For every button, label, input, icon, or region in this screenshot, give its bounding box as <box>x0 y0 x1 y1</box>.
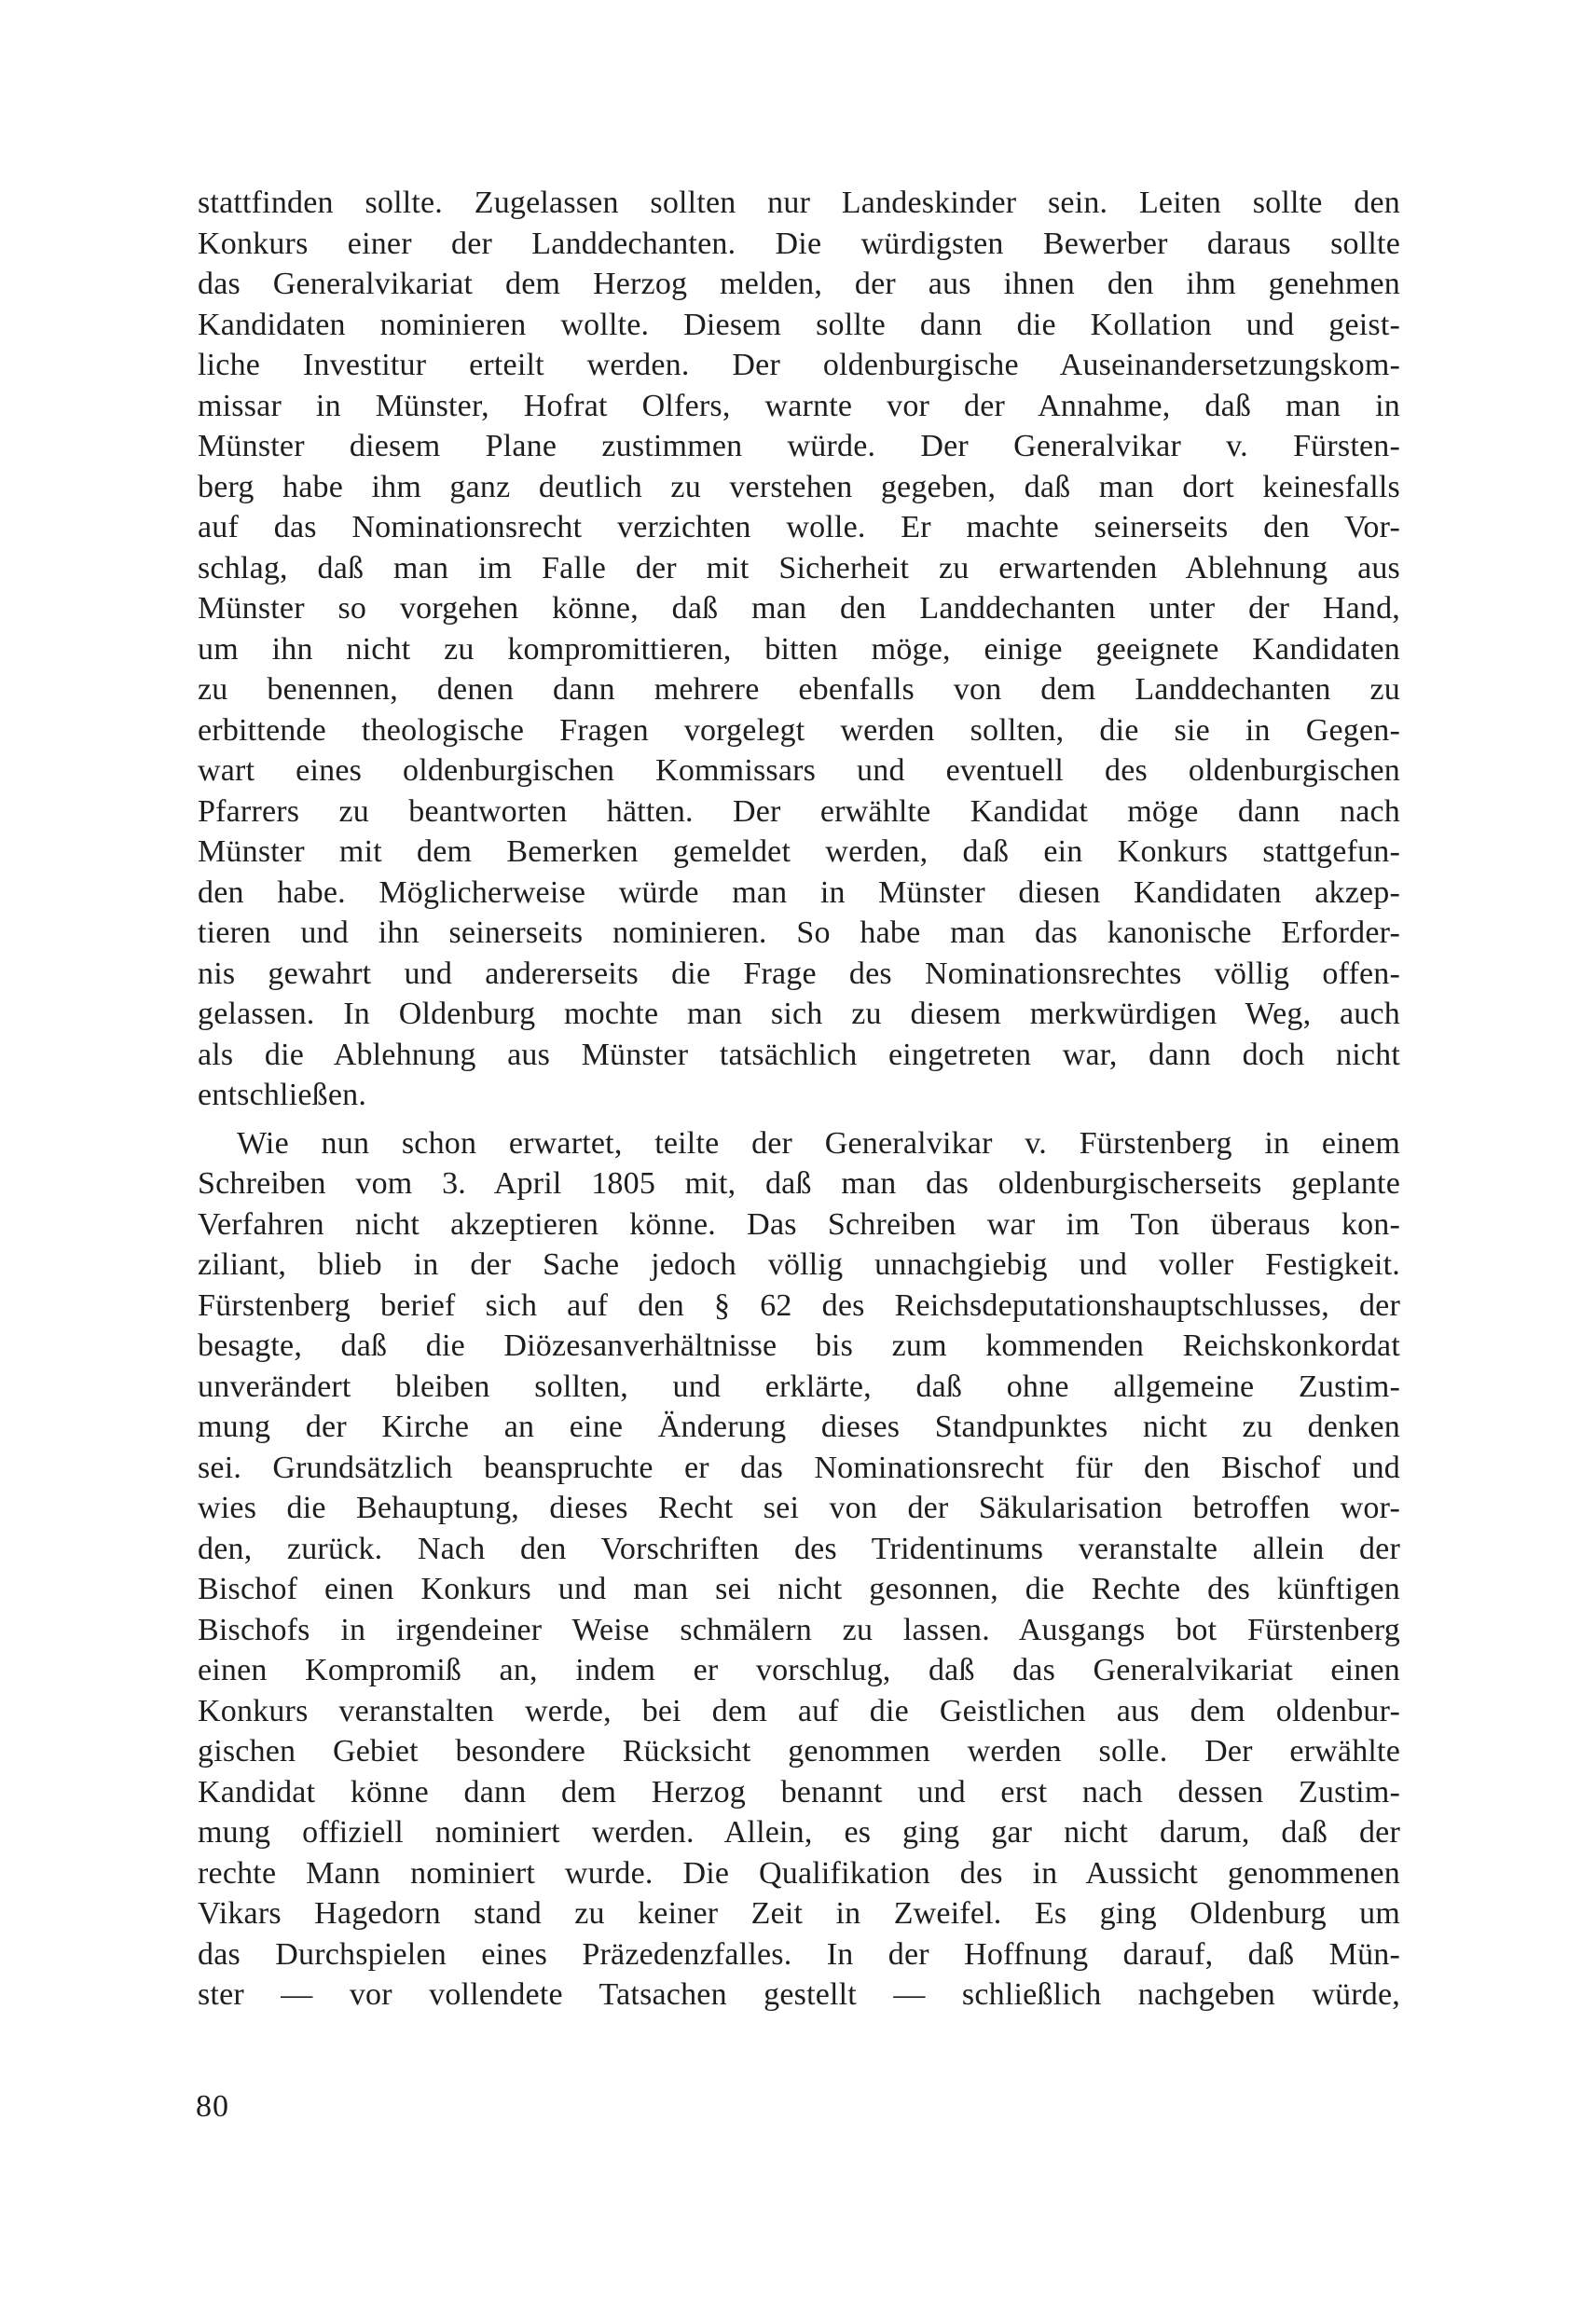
text-line: unverändert bleiben sollten, und erklärte, daß ohne allgemeine Zustim- <box>198 1369 1400 1404</box>
text-line: einen Kompromiß an, indem er vorschlug, daß das Generalvikariat einen <box>198 1653 1400 1687</box>
paragraph-2 <box>198 1123 1400 2016</box>
text-line: liche Investitur erteilt werden. Der oldenburgische Auseinandersetzungskom- <box>198 348 1400 382</box>
text-line: Vikars Hagedorn stand zu keiner Zeit in Zweifel. Es ging Oldenburg um <box>198 1896 1400 1931</box>
text-line: missar in Münster, Hofrat Olfers, warnte vor der Annahme, daß man in <box>198 388 1400 423</box>
text-line: das Generalvikariat dem Herzog melden, der aus ihnen den ihm genehmen <box>198 267 1400 301</box>
page-body <box>198 183 1400 2016</box>
text-line: Konkurs einer der Landdechanten. Die würdigsten Bewerber daraus sollte <box>198 226 1400 261</box>
text-line: gischen Gebiet besondere Rücksicht genommen werden solle. Der erwählte <box>198 1734 1400 1768</box>
text-line: Kandidaten nominieren wollte. Diesem sollte dann die Kollation und geist- <box>198 307 1400 342</box>
text-line: um ihn nicht zu kompromittieren, bitten möge, einige geeignete Kandidaten <box>198 631 1400 667</box>
text-line: Münster mit dem Bemerken gemeldet werden, daß ein Konkurs stattgefun- <box>198 834 1400 869</box>
text-line: den, zurück. Nach den Vorschriften des Tridentinums veranstalte allein der <box>198 1531 1400 1566</box>
text-line: Münster diesem Plane zustimmen würde. Der Generalvikar v. Fürsten- <box>198 429 1400 463</box>
text-line: gelassen. In Oldenburg mochte man sich zu diesem merkwürdigen Weg, auch <box>198 997 1400 1031</box>
text-line: als die Ablehnung aus Münster tatsächlich eingetreten war, dann doch nicht <box>198 1037 1400 1072</box>
text-line: nis gewahrt und andererseits die Frage des Nominationsrechtes völlig offen- <box>198 956 1400 991</box>
text-line: zu benennen, denen dann mehrere ebenfalls von dem Landdechanten zu <box>198 672 1400 707</box>
text-line: ster — vor vollendete Tatsachen gestellt — schließlich nachgeben würde, <box>198 1977 1400 2012</box>
text-line: das Durchspielen eines Präzedenzfalles. In der Hoffnung darauf, daß Mün- <box>198 1936 1400 1972</box>
text-line: wies die Behauptung, dieses Recht sei von der Säkularisation betroffen wor- <box>198 1491 1400 1525</box>
text-line: erbittende theologische Fragen vorgelegt werden sollten, die sie in Gegen- <box>198 712 1400 748</box>
text-line: mung offiziell nominiert werden. Allein, es ging gar nicht darum, daß der <box>198 1815 1400 1850</box>
paragraph-1 <box>198 183 1400 1116</box>
text-line: schlag, daß man im Falle der mit Sicherheit zu erwartenden Ablehnung aus <box>198 550 1400 585</box>
text-line: Bischof einen Konkurs und man sei nicht gesonnen, die Rechte des künftigen <box>198 1572 1400 1606</box>
text-line: berg habe ihm ganz deutlich zu verstehen gegeben, daß man dort keinesfalls <box>198 469 1400 504</box>
text-line: Schreiben vom 3. April 1805 mit, daß man das oldenburgischerseits geplante <box>198 1166 1400 1201</box>
text-line: stattfinden sollte. Zugelassen sollten nur Landeskinder sein. Leiten sollte den <box>198 186 1400 220</box>
text-line: rechte Mann nominiert wurde. Die Qualifikation des in Aussicht genommenen <box>198 1855 1400 1891</box>
text-line: Verfahren nicht akzeptieren könne. Das Schreiben war im Ton überaus kon- <box>198 1206 1400 1242</box>
text-line: Wie nun schon erwartet, teilte der Generalvikar v. Fürstenberg in einem <box>237 1125 1400 1161</box>
text-line: sei. Grundsätzlich beanspruchte er das Nominationsrecht für den Bischof und <box>198 1450 1400 1485</box>
text-line: Konkurs veranstalten werde, bei dem auf die Geistlichen aus dem oldenbur- <box>198 1693 1400 1728</box>
text-line: Bischofs in irgendeiner Weise schmälern zu lassen. Ausgangs bot Fürstenberg <box>198 1612 1400 1647</box>
text-line: auf das Nominationsrecht verzichten wolle. Er machte seinerseits den Vor- <box>198 510 1400 544</box>
text-line: mung der Kirche an eine Änderung dieses Standpunktes nicht zu denken <box>198 1410 1400 1444</box>
page-number: 80 <box>196 2089 229 2124</box>
text-line: tieren und ihn seinerseits nominieren. So habe man das kanonische Erforder- <box>198 915 1400 950</box>
text-line: Fürstenberg berief sich auf den § 62 des Reichsdeputationshauptschlusses, der <box>198 1287 1400 1323</box>
text-line: den habe. Möglicherweise würde man in Münster diesen Kandidaten akzep- <box>198 874 1400 910</box>
text-line: Kandidat könne dann dem Herzog benannt und erst nach dessen Zustim- <box>198 1774 1400 1810</box>
text-line: Pfarrers zu beantworten hätten. Der erwählte Kandidat möge dann nach <box>198 793 1400 829</box>
text-line: ziliant, blieb in der Sache jedoch völlig unnachgiebig und voller Festigkeit. <box>198 1247 1400 1282</box>
text-line: entschließen. <box>198 1078 367 1112</box>
text-line: wart eines oldenburgischen Kommissars und eventuell des oldenburgischen <box>198 753 1400 788</box>
text-line: besagte, daß die Diözesanverhältnisse bis zum kommenden Reichskonkordat <box>198 1328 1400 1363</box>
text-line: Münster so vorgehen könne, daß man den Landdechanten unter der Hand, <box>198 591 1400 626</box>
